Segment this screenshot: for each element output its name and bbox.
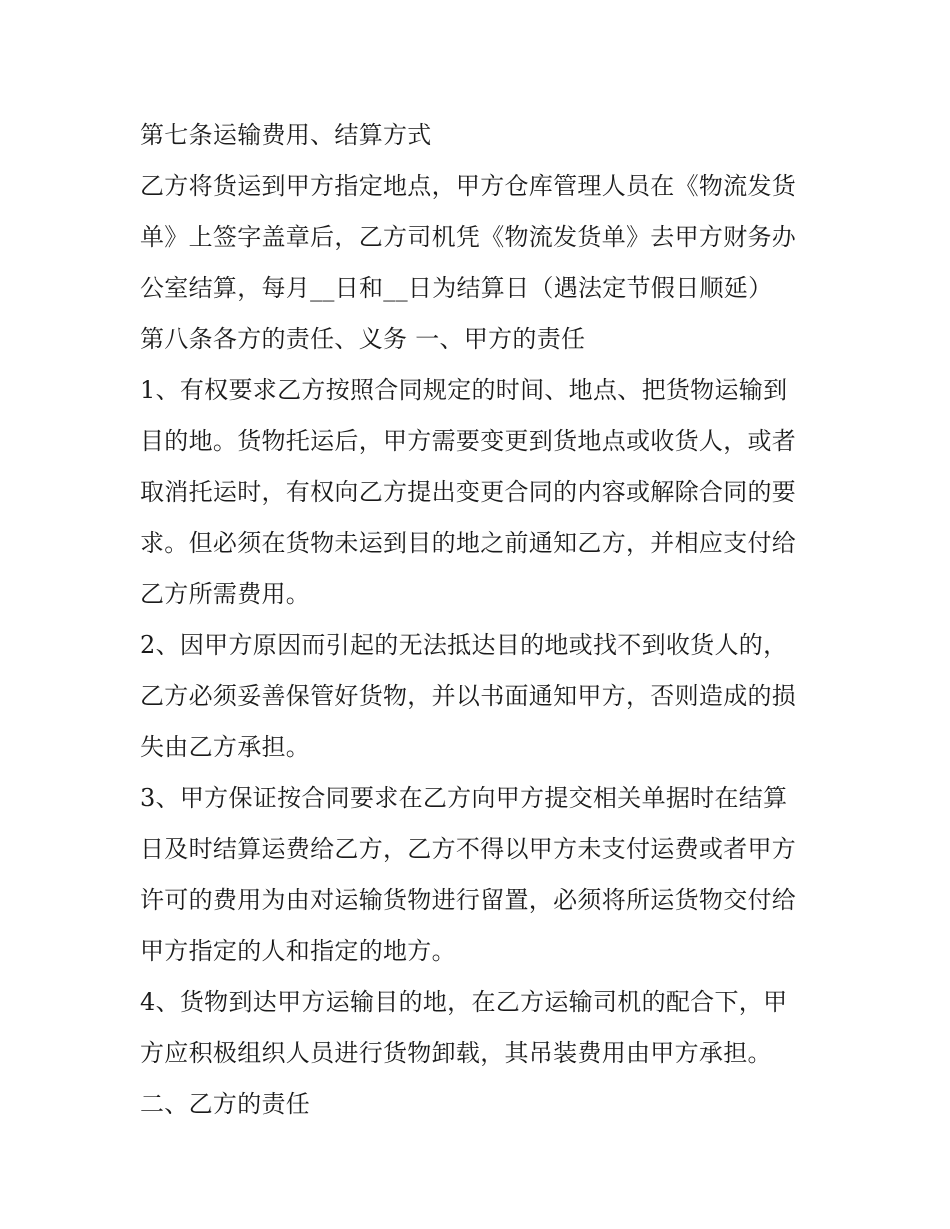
text-line: 公室结算，每月__日和__日为结算日（遇法定节假日顺延） — [140, 274, 773, 302]
article-7-heading — [140, 110, 830, 161]
document-body — [140, 110, 830, 1130]
text-line: 单》上签字盖章后，乙方司机凭《物流发货单》去甲方财务办 — [140, 223, 797, 251]
text-line: 方应积极组织人员进行货物卸载，其吊装费用由甲方承担。 — [140, 1039, 772, 1067]
text-line: 3、甲方保证按合同要求在乙方向甲方提交相关单据时在结算 — [140, 784, 788, 812]
party-b-heading — [140, 1079, 830, 1130]
text-line: 失由乙方承担。 — [140, 733, 311, 761]
text-line: 二、乙方的责任 — [140, 1090, 311, 1118]
text-line: 取消托运时，有权向乙方提出变更合同的内容或解除合同的要 — [140, 478, 797, 506]
text-line: 乙方必须妥善保管好货物，并以书面通知甲方，否则造成的损 — [140, 682, 797, 710]
party-a-clause-2 — [140, 620, 830, 773]
article-8-heading — [140, 314, 830, 365]
text-line: 1、有权要求乙方按照合同规定的时间、地点、把货物运输到 — [140, 376, 788, 404]
text-line: 许可的费用为由对运输货物进行留置，必须将所运货物交付给 — [140, 886, 797, 914]
party-a-clause-1 — [140, 365, 830, 620]
text-line: 求。但必须在货物未运到目的地之前通知乙方，并相应支付给 — [140, 529, 797, 557]
text-line: 乙方将货运到甲方指定地点，甲方仓库管理人员在《物流发货 — [140, 172, 797, 200]
party-a-clause-4 — [140, 977, 830, 1079]
text-line: 日及时结算运费给乙方，乙方不得以甲方未支付运费或者甲方 — [140, 835, 797, 863]
text-line: 乙方所需费用。 — [140, 580, 311, 608]
party-a-clause-3 — [140, 773, 830, 977]
text-line: 第七条运输费用、结算方式 — [140, 121, 432, 149]
text-line: 甲方指定的人和指定的地方。 — [140, 937, 456, 965]
article-7-body — [140, 161, 830, 314]
text-line: 2、因甲方原因而引起的无法抵达目的地或找不到收货人的， — [140, 631, 788, 659]
text-line: 目的地。货物托运后，甲方需要变更到货地点或收货人，或者 — [140, 427, 797, 455]
text-line: 4、货物到达甲方运输目的地，在乙方运输司机的配合下，甲 — [140, 988, 788, 1016]
text-line: 第八条各方的责任、义务 一、甲方的责任 — [140, 325, 586, 353]
